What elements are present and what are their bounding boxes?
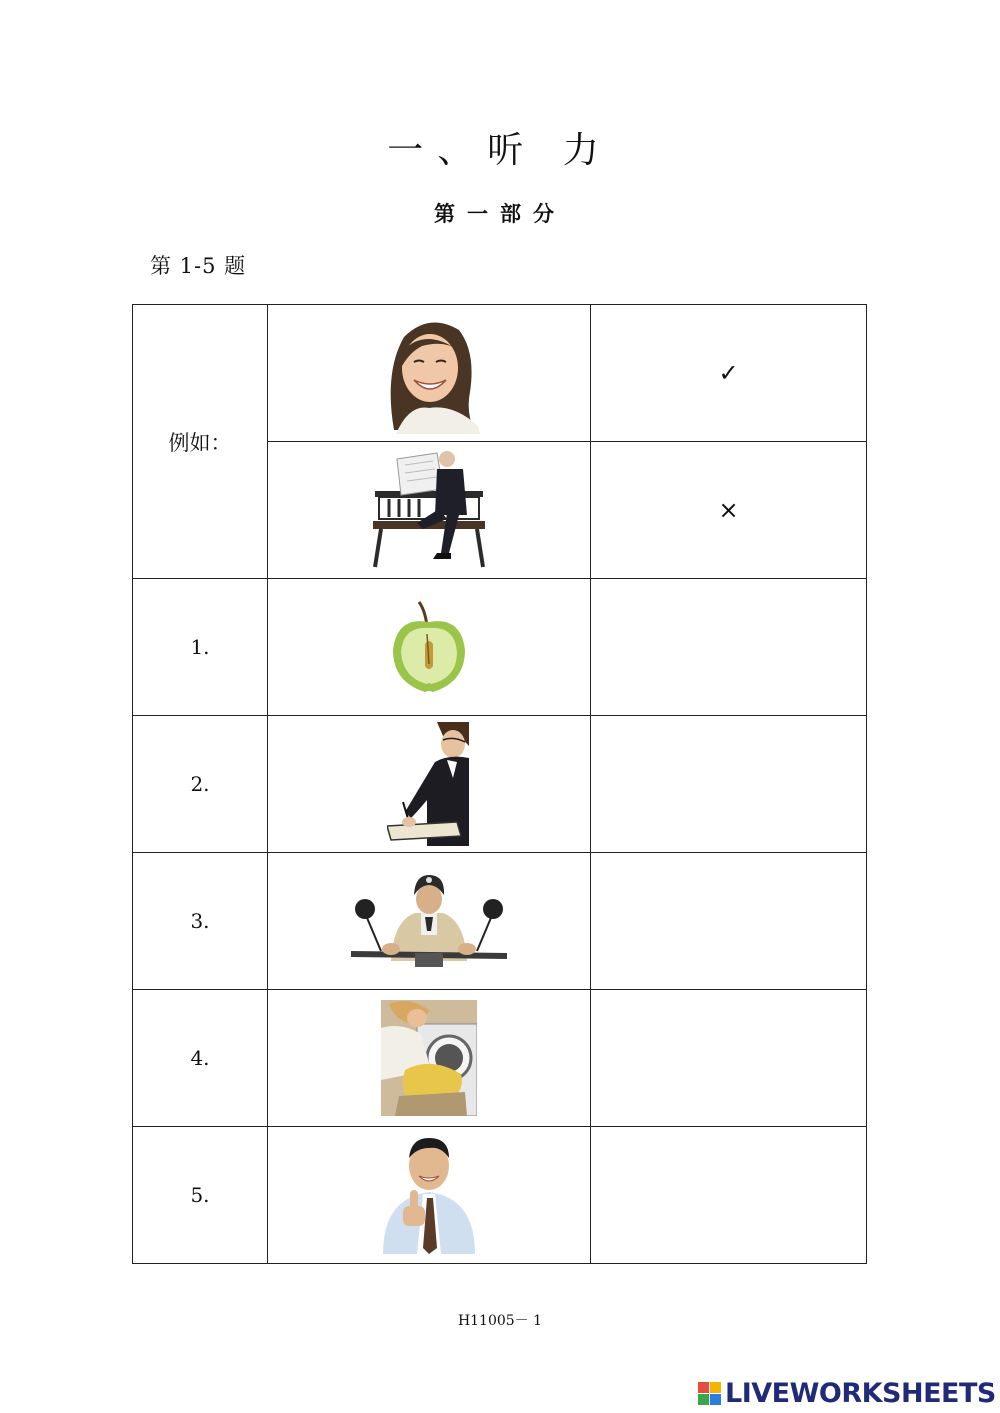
green-apple-icon — [387, 598, 471, 696]
question-row-2 — [133, 716, 867, 853]
example-row-1 — [133, 305, 867, 442]
question-picture-4 — [268, 990, 591, 1127]
question-number-4: 4. — [133, 990, 268, 1127]
woman-doing-laundry-icon — [381, 1000, 477, 1116]
man-thumbs-up-icon — [383, 1136, 475, 1254]
question-number-5: 5. — [133, 1127, 268, 1264]
man-reading-newspaper-icon — [367, 449, 491, 571]
example-mark-1: ✓ — [591, 305, 867, 442]
liveworksheets-logo-icon — [698, 1382, 721, 1405]
question-number-2: 2. — [133, 716, 268, 853]
woman-writing-notebook-icon — [387, 722, 471, 846]
motorcycle-rider-icon — [351, 873, 507, 969]
answer-cell-5[interactable] — [591, 1127, 867, 1264]
example-mark-2: × — [591, 442, 867, 579]
answer-cell-3[interactable] — [591, 853, 867, 990]
question-number-3: 3. — [133, 853, 268, 990]
example-picture-2 — [268, 442, 591, 579]
question-number-1: 1. — [133, 579, 268, 716]
answer-cell-4[interactable] — [591, 990, 867, 1127]
question-row-4 — [133, 990, 867, 1127]
part-subtitle: 第一部分 — [434, 201, 566, 226]
brand-name: LIVEWORKSHEETS — [725, 1377, 996, 1409]
question-picture-5 — [268, 1127, 591, 1264]
question-picture-2 — [268, 716, 591, 853]
question-range: 第 1-5 题 — [150, 254, 247, 278]
answer-cell-2[interactable] — [591, 716, 867, 853]
question-row-1 — [133, 579, 867, 716]
page-footer-code: H11005－ 1 — [457, 1313, 543, 1329]
question-row-5 — [133, 1127, 867, 1264]
answer-cell-1[interactable] — [591, 579, 867, 716]
smiling-woman-image — [374, 312, 484, 434]
liveworksheets-brand[interactable] — [698, 1378, 996, 1408]
question-picture-1 — [268, 579, 591, 716]
question-row-3 — [133, 853, 867, 990]
section-title: 一、听 力 — [387, 130, 613, 171]
example-picture-1 — [268, 305, 591, 442]
question-picture-3 — [268, 853, 591, 990]
listening-table — [132, 304, 867, 1264]
example-label: 例如： — [133, 305, 268, 579]
